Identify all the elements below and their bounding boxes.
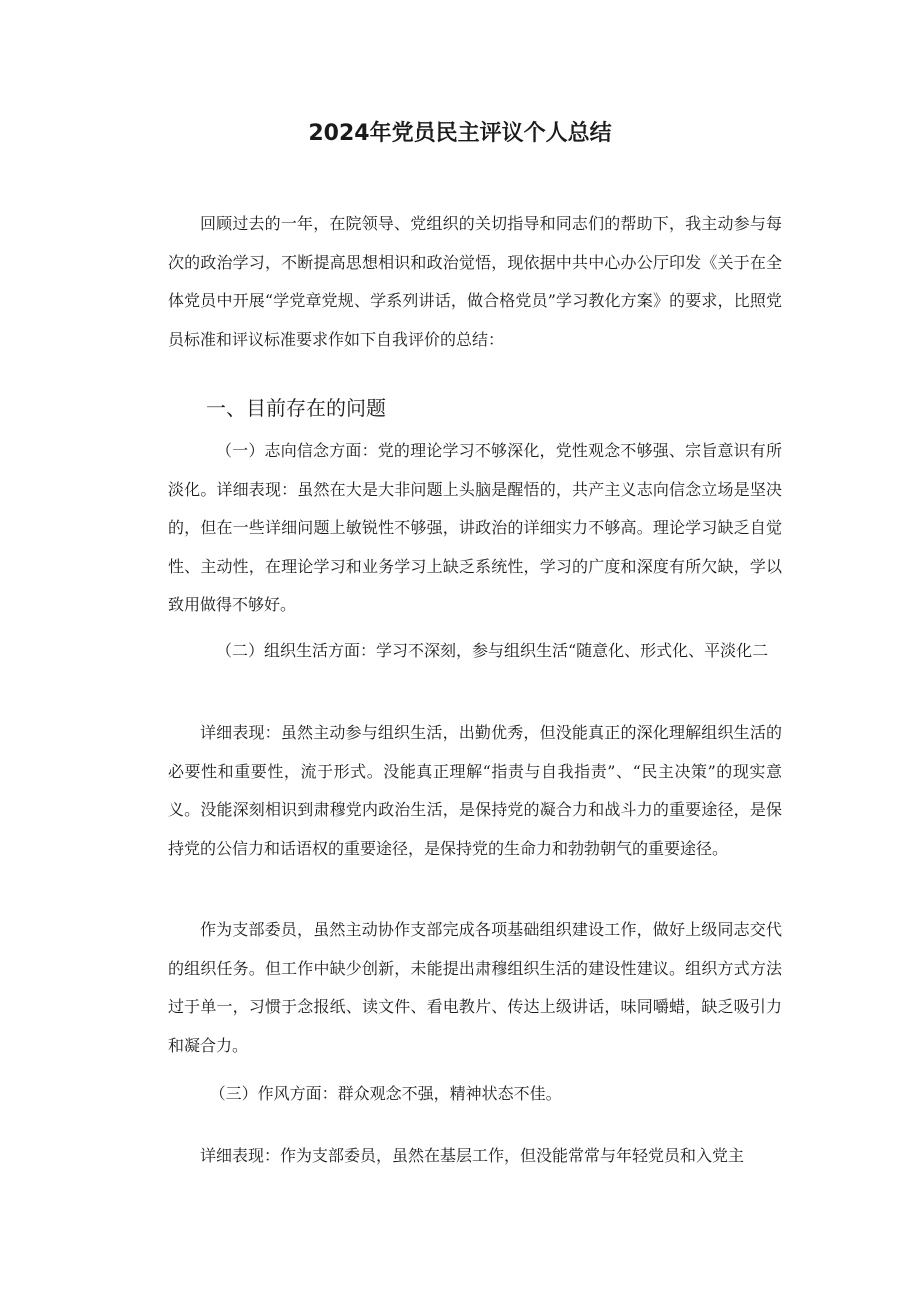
- intro-paragraph: 回顾过去的一年，在院领导、党组织的关切指导和同志们的帮助下，我主动参与每次的政治学习，不断提高思想相识和政治觉悟，现依据中共中心办公厅印发《关于在全体党员中开展“学党章党规、学系列讲话，做合格党员”学习教化方案》的要求，比照党员标准和评议标准要求作如下自我评价的总结：: [168, 214, 782, 349]
- item-3-detail-paragraph: 详细表现：作为支部委员，虽然在基层工作，但没能常常与年轻党员和入党主: [200, 1146, 745, 1165]
- section-heading: 一、目前存在的问题: [206, 396, 386, 420]
- item-2-extra-paragraph: 作为支部委员，虽然主动协作支部完成各项基础组织建设工作，做好上级同志交代的组织任务。但工作中缺少创新，未能提出肃穆组织生活的建设性建议。组织方式方法过于单一，习惯于念报纸、读文件、看电教片、传达上级讲话，味同嚼蜡，缺乏吸引力和凝合力。: [168, 920, 782, 1055]
- document-title: 2024年党员民主评议个人总结: [308, 121, 612, 146]
- item-2-paragraph: （二）组织生活方面：学习不深刻，参与组织生活“随意化、形式化、平淡化二: [216, 641, 769, 660]
- item-1-paragraph: （一）志向信念方面：党的理论学习不够深化，党性观念不够强、宗旨意识有所淡化。详细表现：虽然在大是大非问题上头脑是醒悟的，共产主义志向信念立场是坚决的，但在一些详细问题上敏锐性不够强，讲政治的详细实力不够高。理论学习缺乏自觉性、主动性，在理论学习和业务学习上缺乏系统性，学习的广度和深度有所欠缺，学以致用做得不够好。: [168, 441, 782, 614]
- item-3-paragraph: （三）作风方面：群众观念不强，精神状态不佳。: [209, 1084, 562, 1103]
- item-2-detail-paragraph: 详细表现：虽然主动参与组织生活，出勤优秀，但没能真正的深化理解组织生活的必要性和重要性，流于形式。没能真正理解“指责与自我指责”、“民主决策”的现实意义。没能深刻相识到肃穆党内政治生活，是保持党的凝合力和战斗力的重要途径，是保持党的公信力和话语权的重要途径，是保持党的生命力和勃勃朝气的重要途径。: [168, 723, 782, 858]
